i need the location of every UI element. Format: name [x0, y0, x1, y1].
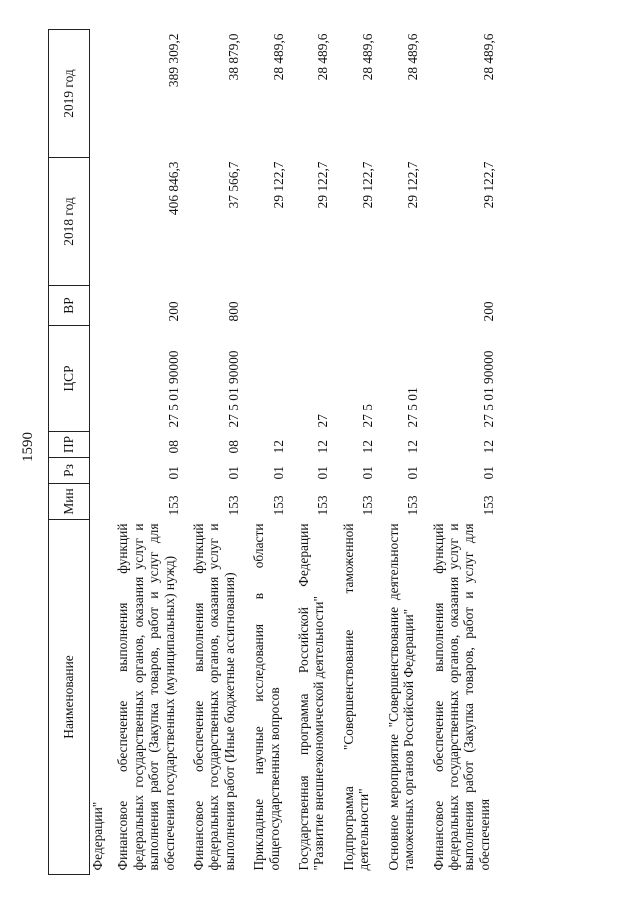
continuation-row [89, 30, 107, 875]
row-2019: 38 879,0 [225, 33, 241, 81]
row-2019: 28 489,6 [314, 33, 330, 81]
row-2019: 389 309,2 [165, 33, 181, 88]
budget-table [48, 29, 498, 875]
row-rz: 01 [270, 466, 286, 480]
table-row [243, 30, 288, 875]
row-2018: 37 566,7 [225, 161, 241, 209]
row-rz: 01 [314, 466, 330, 480]
row-pr: 12 [480, 440, 496, 454]
row-vr [288, 286, 333, 326]
row-min: 153 [314, 495, 330, 516]
header-csr: ЦСР [48, 326, 89, 432]
row-rz: 01 [359, 466, 375, 480]
row-min: 153 [359, 495, 375, 516]
table-row [377, 30, 422, 875]
header-rz: Рз [48, 458, 89, 484]
row-csr: 27 [314, 414, 330, 428]
row-pr: 12 [404, 440, 420, 454]
table-row [288, 30, 333, 875]
row-vr [377, 286, 422, 326]
rotated-page [48, 30, 593, 875]
row-min: 153 [225, 495, 241, 516]
row-csr: 27 5 01 90000 [480, 350, 496, 428]
page-number: 1590 [20, 432, 36, 462]
row-name: Финансовое обеспечение выполнения функций федеральных государственных органов, оказания услуг и выполнения работ (Иные бюджетные ассигнования) [190, 523, 237, 871]
row-csr [243, 326, 288, 432]
row-min: 153 [270, 495, 286, 516]
row-name: Государственная программа Российской Федерации "Развитие внешнеэкономической деятельности" [295, 523, 326, 871]
header-pr: ПР [48, 432, 89, 458]
row-2019: 28 489,6 [359, 33, 375, 81]
row-min: 153 [480, 495, 496, 516]
row-name: Прикладные научные исследования в области общегосударственных вопросов [250, 523, 282, 871]
row-min: 153 [165, 495, 181, 516]
row-2018: 29 122,7 [359, 161, 375, 209]
row-pr: 12 [314, 440, 330, 454]
table-row [107, 30, 183, 875]
row-2018: 406 846,3 [165, 161, 181, 216]
table-row [332, 30, 377, 875]
header-2018: 2018 год [48, 158, 89, 286]
row-min: 153 [404, 495, 420, 516]
row-name: Финансовое обеспечение выполнения функций федеральных государственных органов, оказания услуг и выполнения работ (Закупка товаров, работ и услуг для обеспечения [430, 523, 492, 871]
row-name: Финансовое обеспечение выполнения функций федеральных государственных органов, оказания услуг и выполнения работ (Закупка товаров, работ и услуг для обеспечения государственных (муниципальных) нужд) [114, 523, 177, 871]
header-vr: ВР [48, 286, 89, 326]
row-pr: 08 [165, 440, 181, 454]
row-csr: 27 5 01 90000 [225, 350, 241, 428]
row-csr: 27 5 01 90000 [165, 350, 181, 428]
header-name: Наименование [48, 520, 89, 875]
row-vr: 200 [165, 301, 181, 322]
row-vr: 200 [480, 301, 496, 322]
row-2019: 28 489,6 [404, 33, 420, 81]
header-min: Мин [48, 484, 89, 520]
row-rz: 01 [404, 466, 420, 480]
row-rz: 01 [225, 466, 241, 480]
row-pr: 12 [270, 440, 286, 454]
row-pr: 12 [359, 440, 375, 454]
header-2019: 2019 год [48, 30, 89, 158]
row-rz: 01 [480, 466, 496, 480]
row-vr [243, 286, 288, 326]
row-2019: 28 489,6 [270, 33, 286, 81]
row-vr [332, 286, 377, 326]
row-name: Подпрограмма "Совершенствование таможенной деятельности" [340, 523, 371, 871]
row-pr: 08 [225, 440, 241, 454]
row-2018: 29 122,7 [314, 161, 330, 209]
row-2018: 29 122,7 [404, 161, 420, 209]
row-csr: 27 5 [359, 404, 375, 428]
row-vr: 800 [225, 301, 241, 322]
row-2019: 28 489,6 [480, 33, 496, 81]
table-row [183, 30, 243, 875]
row-2018: 29 122,7 [270, 161, 286, 209]
row-csr: 27 5 01 [404, 387, 420, 428]
row-name: Основное мероприятие "Совершенствование деятельности таможенных органов Российской Федерации" [385, 523, 416, 871]
table-row [422, 30, 498, 875]
row-2018: 29 122,7 [480, 161, 496, 209]
row-rz: 01 [165, 466, 181, 480]
continuation-text: Федерации" [89, 801, 105, 871]
table-header-row [48, 30, 89, 875]
